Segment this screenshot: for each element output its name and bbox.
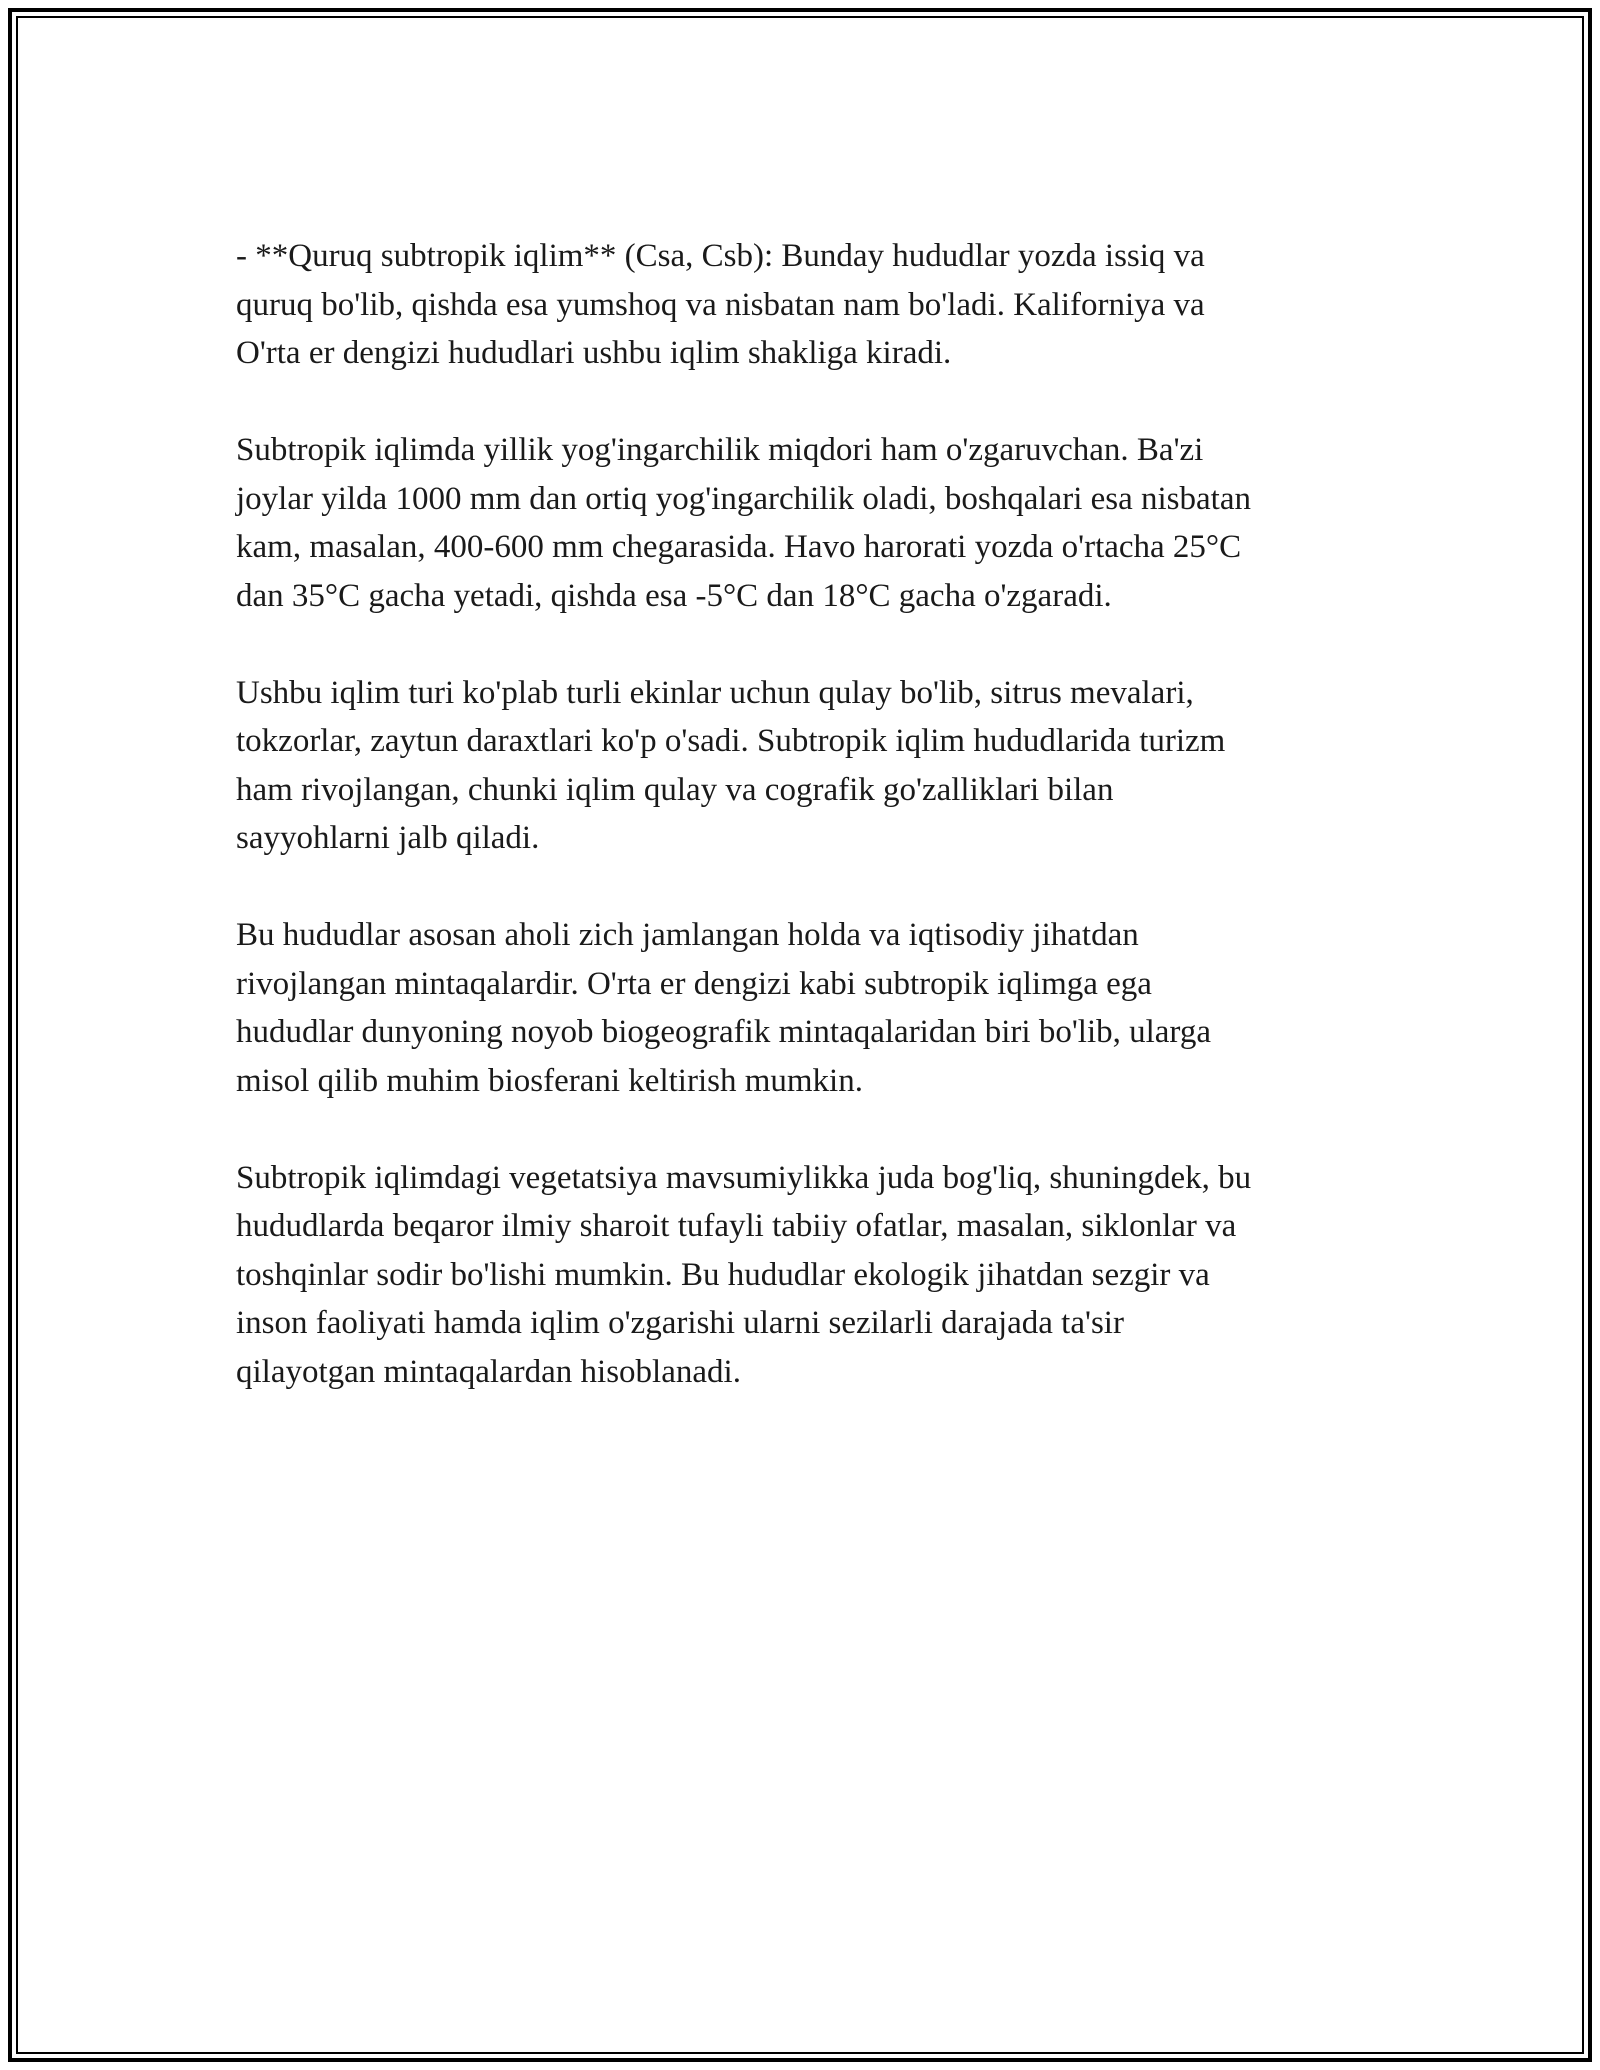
document-body [236,232,1376,1445]
paragraph-precipitation-temperature: Subtropik iqlimda yillik yog'ingarchilik miqdori ham o'zgaruvchan. Ba'zi joylar yilda 1000 mm dan ortiq yog'ingarchilik oladi, boshqalari esa nisbatan kam, masalan, 400-600 mm chegarasida. Havo harorati yozda o'rtacha 25°C dan 35°C gacha yetadi, qishda esa -5°C dan 18°C gacha o'zgaradi. [236,432,1251,614]
paragraph-population-biogeography: Bu hududlar asosan aholi zich jamlangan holda va iqtisodiy jihatdan rivojlangan mintaqalardir. O'rta er dengizi kabi subtropik iqlimga ega hududlar dunyoning noyob biogeografik mintaqalaridan biri bo'lib, ularga misol qilib muhim biosferani keltirish mumkin. [236,917,1211,1099]
paragraph-agriculture-tourism: Ushbu iqlim turi ko'plab turli ekinlar uchun qulay bo'lib, sitrus mevalari, tokzorlar, zaytun daraxtlari ko'p o'sadi. Subtropik iqlim hududlarida turizm ham rivojlangan, chunki iqlim qulay va cografik go'zalliklari bilan sayyohlarni jalb qiladi. [236,674,1226,856]
paragraph-vegetation-hazards: Subtropik iqlimdagi vegetatsiya mavsumiylikka juda bog'liq, shuningdek, bu hududlarda beqaror ilmiy sharoit tufayli tabiiy ofatlar, masalan, siklonlar va toshqinlar sodir bo'lishi mumkin. Bu hududlar ekologik jihatdan sezgir va inson faoliyati hamda iqlim o'zgarishi ularni sezilarli darajada ta'sir qilayotgan mintaqalardan hisoblanadi. [236,1159,1252,1390]
paragraph-dry-subtropical: - **Quruq subtropik iqlim** (Csa, Csb): Bunday hududlar yozda issiq va quruq bo'lib, qishda esa yumshoq va nisbatan nam bo'ladi. Kaliforniya va O'rta er dengizi hududlari ushbu iqlim shakliga kiradi. [236,238,1205,371]
